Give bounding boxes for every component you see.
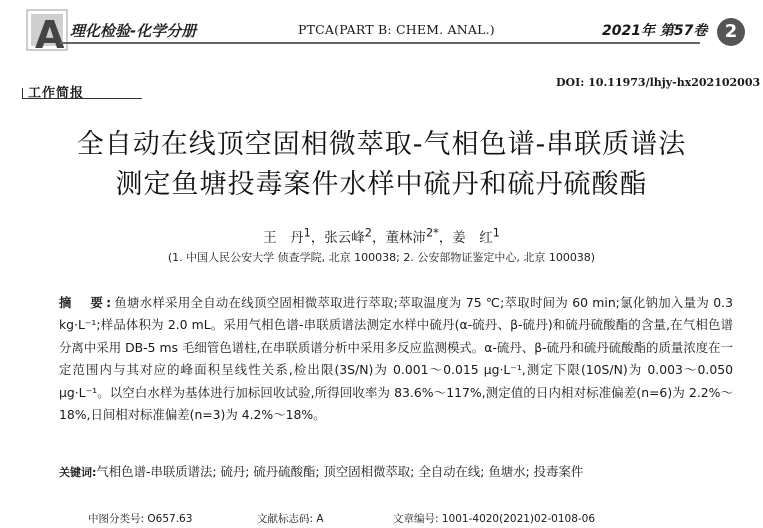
author-affiliation-mark: 1 xyxy=(303,226,311,240)
year-volume: 2021年 第57卷 xyxy=(602,23,708,39)
author-separator: ， xyxy=(438,230,453,246)
author-separator: ， xyxy=(310,230,325,246)
doi: DOI: 10.11973/lhjy-hx202102003 xyxy=(556,76,761,89)
author-list xyxy=(0,226,763,246)
author-affiliation-mark: 2 xyxy=(364,226,372,240)
column-underline xyxy=(22,98,142,99)
author-name: 王 丹 xyxy=(263,230,304,246)
author-name: 董林沛 xyxy=(385,230,426,246)
abstract-text: 鱼塘水样采用全自动在线顶空固相微萃取进行萃取;萃取温度为 75 ℃;萃取时间为 60 min;氯化钠加入量为 0.3 kg·L⁻¹;样品体积为 2.0 mL。采用气相色谱-串联质谱法测定水样中硫丹(α-硫丹、β-硫丹)和硫丹硫酸酯的含量,在气相色谱分离中采用 DB-5 ms 毛细管色谱柱,在串联质谱分析中采用多反应监测模式。α-硫丹、β-硫丹和硫丹硫酸酯的质量浓度在一定范围内与其对应的峰面积呈线性关系,检出限(3S/N)为 0.001～0.015 μg·L⁻¹,测定下限(10S/N)为 0.003～0.050 μg·L⁻¹。以空白水样为基体进行加标回收试验,所得回收率为 83.6%～117%,测定值的日内相对标准偏差(n=6)为 2.2%～18%,日间相对标准偏差(n=3)为 4.2%～18%。 xyxy=(59,295,733,423)
article-title-line-2: 测定鱼塘投毒案件水样中硫丹和硫丹硫酸酯 xyxy=(115,169,648,200)
abstract xyxy=(59,292,733,426)
keywords-text: 气相色谱-串联质谱法; 硫丹; 硫丹硫酸酯; 顶空固相微萃取; 全自动在线; 鱼塘水; 投毒案件 xyxy=(96,464,584,479)
article-number: 文章编号: 1001-4020(2021)02-0108-06 xyxy=(393,513,596,525)
author-name: 张云峰 xyxy=(324,230,365,246)
affiliations: (1. 中国人民公安大学 侦查学院, 北京 100038; 2. 公安部物证鉴定中心, 北京 100038) xyxy=(167,251,596,264)
journal-english-name: PTCA(PART B: CHEM. ANAL.) xyxy=(298,22,495,37)
author-affiliation-mark: 2* xyxy=(425,226,439,240)
author-name: 姜 红 xyxy=(452,230,493,246)
keywords-label: 关键词: xyxy=(59,466,97,479)
journal-header xyxy=(0,0,763,60)
page-number-badge: 2 xyxy=(717,18,745,46)
clc-number: 中图分类号: O657.63 xyxy=(88,513,193,525)
article-title-line-1: 全自动在线顶空固相微萃取-气相色谱-串联质谱法 xyxy=(76,129,687,160)
column-name: 工作简报 xyxy=(28,86,85,101)
author-separator: ， xyxy=(371,230,386,246)
keywords xyxy=(59,461,739,484)
document-code: 文献标志码: A xyxy=(257,513,324,525)
svg-text:A: A xyxy=(35,13,65,52)
author-affiliation-mark: 1 xyxy=(492,226,500,240)
abstract-label: 摘 要: xyxy=(59,295,115,310)
journal-name: 理化检验-化学分册 xyxy=(70,22,197,40)
